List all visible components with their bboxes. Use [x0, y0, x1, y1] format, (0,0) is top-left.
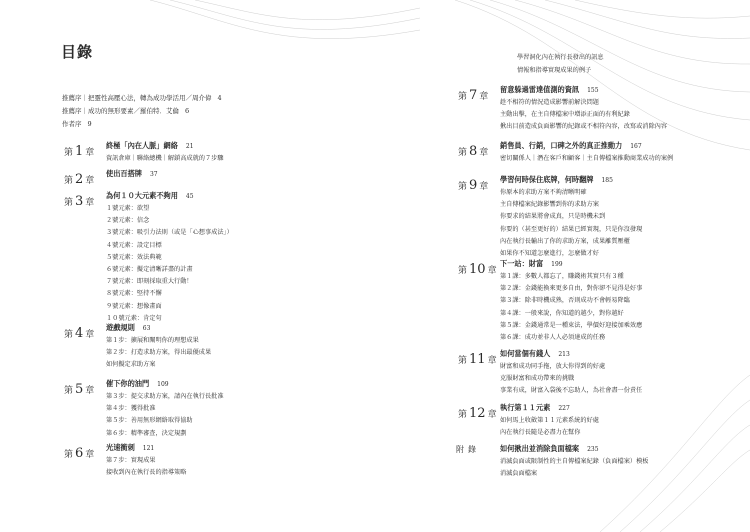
sub-entry: 主自傳檔案紀錄影響到你的求助方案 [500, 201, 599, 209]
page-number: 6 [185, 107, 190, 115]
page-number: 155 [587, 87, 599, 94]
chapter-subentries [106, 455, 186, 479]
chapter-title: 催下你的油門 109 [106, 379, 169, 388]
sub-entry: 資訊倉庫｜聯絡總機｜解鎖高成就的７步驟 [106, 155, 224, 162]
sub-entry: ６號元素：擬定清晰詳盡的計畫 [106, 265, 193, 273]
sub-entry: 第３步：提交求助方案，請內在執行長批准 [106, 393, 224, 400]
sub-entry: 揪出目前造成負面影響的紀錄或不相符內容，改寫或消除內容 [500, 123, 668, 131]
page-number: 45 [185, 193, 194, 200]
chapter-subentries [106, 203, 233, 325]
chapter-subentries [106, 153, 224, 165]
page-number: 213 [558, 351, 570, 358]
sub-entry: 你原本的求助方案不夠清晰明確 [500, 189, 587, 196]
sub-entry: 克服財富和成功帶來的挑戰 [500, 375, 575, 383]
prelim-entry[interactable]: 作者序 9 [62, 120, 92, 128]
chapter-title: 遊戲規則 63 [106, 323, 151, 332]
sub-entry: 第６步：精準審查，決定規劃 [106, 429, 187, 437]
page-number: 109 [157, 381, 169, 388]
sub-entry: 如果你不知道怎麼進行，怎麼做才好 [500, 249, 599, 257]
appendix-label: 附錄 [456, 445, 480, 454]
sub-entry: 第５課：金錢通常是一種束法，學價好迎接加乘效應 [500, 321, 643, 329]
sub-entry: 內在執行長輸出了你的求助方案，成果離質壓櫃 [500, 237, 630, 245]
chapter-title: 如何當個有錢人 213 [500, 349, 570, 358]
sub-entry: 學習洞化內在執行長發出的訊息 [517, 54, 604, 61]
page-number: 235 [587, 446, 599, 453]
chapter-title: 使出百搭牌 37 [106, 169, 158, 178]
sub-entry: 你要的（甚至更好的）結果已經實現，只是你沒發現 [500, 225, 643, 233]
chapter-number: 第 7 章 [458, 88, 489, 103]
sub-entry: 第４課：一般來說，你知道的越少，對你越好 [500, 309, 624, 317]
page-number: 9 [87, 120, 92, 128]
chapter-number: 第 10 章 [458, 262, 497, 277]
page-number: 21 [185, 143, 194, 150]
page-number: 227 [558, 405, 570, 412]
prelim-entry[interactable]: 推薦序｜成功的無形要素／羅伯特．艾倫 6 [62, 107, 190, 115]
page-number: 4 [217, 94, 222, 102]
chapter-subentries [500, 361, 642, 398]
sub-entry: 主動出擊，在主自傳檔案中增添正面的有利紀錄 [500, 111, 630, 119]
sub-entry: 第１課：多數人都忘了，賺錢術其實只有３種 [500, 273, 624, 280]
chapter-title: 執行第１１元素 227 [500, 403, 570, 412]
sub-entry: 你要求的結果將會成真，只是時機未到 [500, 213, 606, 221]
sub-entry: 第５步：善用無形網絡取得協助 [106, 417, 193, 425]
sub-entry: 第７步：實現成果 [106, 457, 156, 464]
chapter-subentries [500, 271, 642, 344]
sub-entry: ７號元素：即刻採取重大行動！ [106, 278, 193, 286]
chapter-number: 第 3 章 [64, 194, 95, 209]
chapter-number: 第 4 章 [64, 326, 95, 341]
sub-entry: 內在執行長隨是必盡力在幫你 [500, 429, 581, 437]
sub-entry: 第３課：除非時機成熟，否則成功不會輕易降臨 [500, 297, 630, 305]
prelim-entry[interactable]: 推薦序｜把靈性高壓心法，轉為成功學活用／周介偉 4 [62, 94, 222, 102]
chapter-title: 下一站：財富 199 [500, 259, 563, 268]
page-number: 167 [630, 143, 642, 150]
sub-entry: ５號元素：效法典範 [106, 253, 162, 261]
chapter-title: 銷售員、行銷，口碑之外的真正推動力 167 [500, 141, 642, 150]
chapter-title: 光速衝刺 121 [106, 443, 155, 452]
chapter-subentries [500, 456, 649, 480]
chapter-number: 第 12 章 [458, 406, 497, 421]
chapter-title: 學習何時保住底牌，何時翻牌 185 [500, 175, 613, 184]
chapter-subentries [500, 187, 642, 260]
sub-entry: 財富和成功同手拖，放大你得到的好處 [500, 363, 606, 370]
toc-title: 目錄 [61, 43, 94, 61]
chapter-number: 第 2 章 [64, 172, 95, 187]
sub-entry: 第２步：打造求助方案，得出最優成果 [106, 349, 212, 357]
sub-entry: ３號元素：吸引力法則（或是「心想事成法」） [106, 229, 233, 237]
sub-entry: 情報和指導實現成果的例子 [517, 66, 592, 74]
chapter-number: 第 6 章 [64, 446, 95, 461]
sub-entry: ２號元素：信念 [106, 217, 150, 225]
chapter-number: 第 8 章 [458, 144, 489, 159]
chapter-title: 終極「內在人脈」網絡 21 [106, 141, 194, 150]
sub-entry: ８號元素：堅持不懈 [106, 290, 162, 298]
chapter-subentries [500, 415, 599, 439]
carry-over-subentries [517, 52, 604, 77]
sub-entry: 消滅負面或限制性的主自傳檔案紀錄（負面檔案）模板 [500, 458, 649, 465]
sub-entry: ９號元素：想像畫面 [106, 302, 162, 310]
chapter-number: 第 5 章 [64, 382, 95, 397]
sub-entry: 事業有成，財富入袋後不忘助人，為社會盡一份責任 [500, 387, 643, 395]
page-number: 185 [601, 177, 613, 184]
page-number: 63 [142, 325, 151, 332]
sub-entry: 第６課：成功並非人人必須達成的任務 [500, 333, 606, 341]
sub-entry: 第２課：金錢能換來更多自由，對你卻不見得是好事 [500, 285, 643, 293]
chapter-number: 第 1 章 [64, 144, 95, 159]
sub-entry: 密切關係人｜潛在客戶和顧客｜主自傳檔案推動商業成功的案例 [500, 155, 674, 162]
sub-entry: 第４步：獲得批准 [106, 405, 156, 413]
chapter-number: 第 11 章 [458, 352, 497, 367]
chapter-subentries [500, 97, 667, 134]
sub-entry: １號元素：欲望 [106, 205, 150, 212]
sub-entry: 消滅負面檔案 [500, 470, 538, 478]
page-number: 199 [551, 261, 563, 268]
chapter-subentries [106, 335, 211, 372]
sub-entry: 接收到內在執行長的指導策略 [106, 469, 187, 477]
chapter-title: 為何１０大元素不夠用 45 [106, 191, 194, 200]
chapter-number: 第 9 章 [458, 178, 489, 193]
sub-entry: 如何擬定求助方案 [106, 361, 156, 369]
sub-entry: １０號元素：肯定句 [106, 314, 162, 322]
chapter-subentries [500, 153, 673, 165]
sub-entry: 趁不相符的情況造成影響前解決問題 [500, 99, 599, 106]
chapter-title: 如何揪出並消除負面檔案 235 [500, 444, 599, 453]
chapter-title: 留意躲過雷達值測的資訊 155 [500, 85, 599, 94]
sub-entry: 第１步：擴展和闡明你的理想成果 [106, 337, 199, 344]
chapter-subentries [106, 391, 224, 440]
page-number: 121 [142, 445, 155, 452]
sub-entry: ４號元素：設定目標 [106, 241, 162, 249]
sub-entry: 如何馬上收斂第１１元素系統的好處 [500, 417, 599, 424]
page-number: 37 [149, 171, 158, 178]
